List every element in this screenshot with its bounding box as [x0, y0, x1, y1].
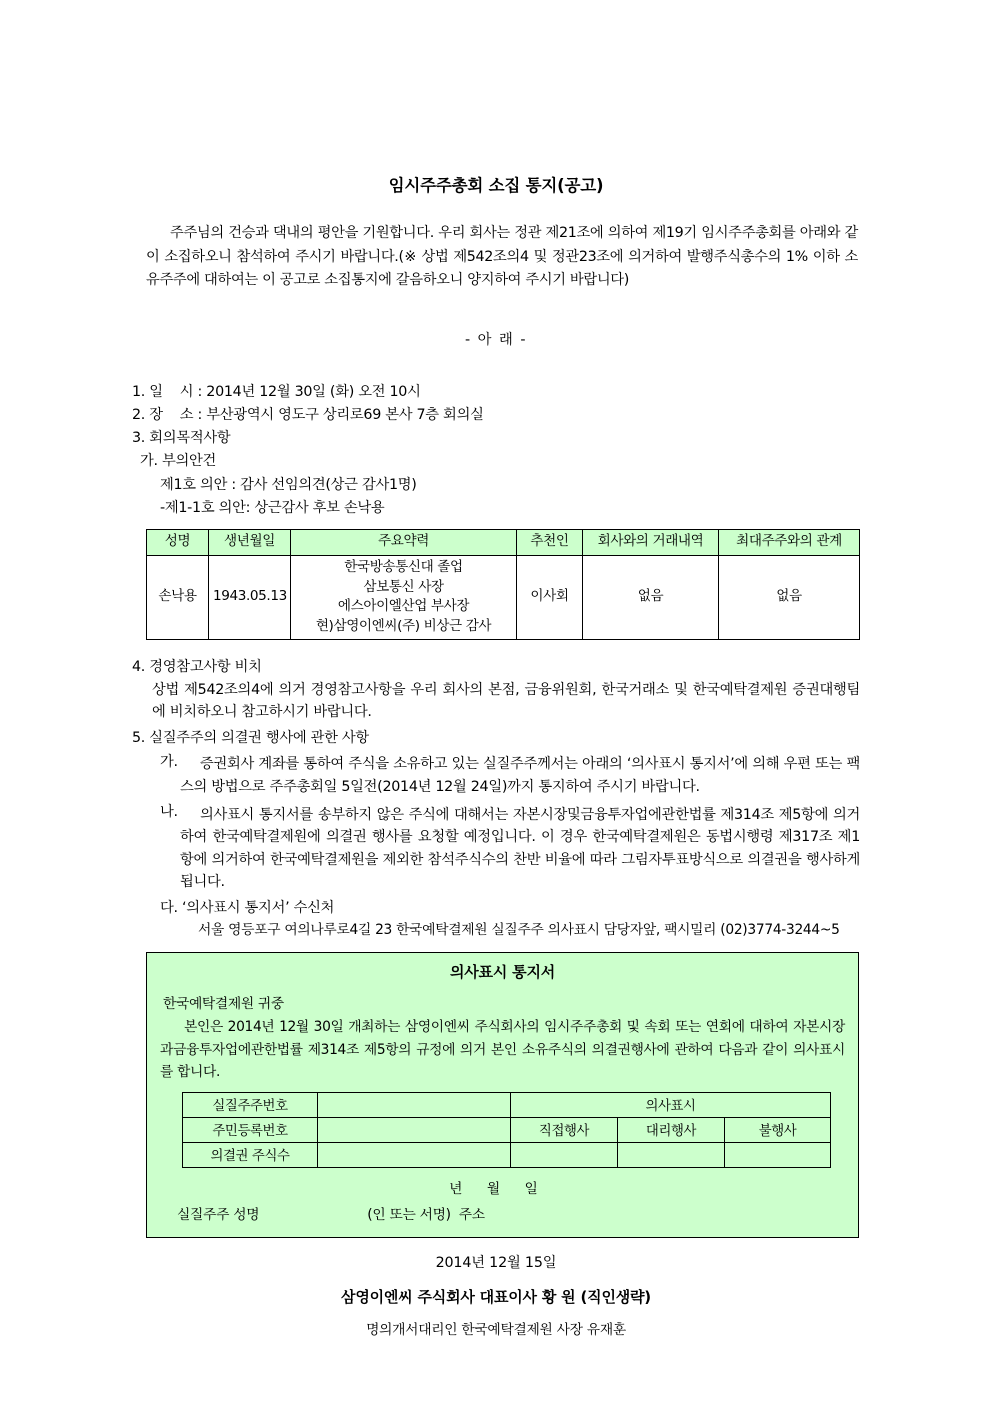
cell-candidate-birthdate: 1943.05.13 [209, 555, 291, 639]
item-voting-c-label: 다. [160, 899, 178, 916]
career-line: 현)삼영이엔씨(주) 비상근 감사 [315, 617, 492, 634]
item-reference-body: 상법 제542조의4에 의거 경영참고사항을 우리 회사의 본점, 금융위원회, 한국거래소 및 한국예탁결제원 증권대행팀에 비치하오니 참고하시기 바랍니다. [152, 681, 860, 721]
intro-paragraph: 주주님의 건승과 댁내의 평안을 기원합니다. 우리 회사는 정관 제21조에 의하여 제19기 임시주주총회를 아래와 같이 소집하오니 참석하여 주시기 바랍니다.(※ 상법 제542조의4 및 정관23조에 의거하여 발행주식총수의 1% 이하 소유주주에 대하여는 이 공고로 소집통지에 갈음하오니 양지하여 주시기 바랍니다) [146, 225, 858, 288]
input-share-count[interactable] [318, 1142, 511, 1167]
proxy-form-title: 의사표시 통지서 [449, 963, 556, 982]
cell-candidate-name: 손낙용 [147, 555, 209, 639]
col-header-recommender: 추천인 [517, 529, 583, 555]
item-place: 2. 장 소 : 부산광역시 영도구 상리로69 본사 7층 회의실 [132, 407, 484, 424]
document-footer [132, 1252, 860, 1338]
proxy-form-addressee: 한국예탁결제원 귀중 [163, 996, 284, 1013]
career-line: 한국방송통신대 졸업 [344, 558, 463, 575]
cell-transactions: 없음 [583, 555, 719, 639]
label-address: 주소 [458, 1206, 485, 1223]
item-voting-c [132, 897, 860, 919]
proxy-form-body: 본인은 2014년 12월 30일 개최하는 삼영이엔씨 주식회사의 임시주주총회 및 속회 또는 연회에 대하여 자본시장과금융투자업에관한법률 제314조 제5항의 규정에 의거 본인 소유주식의 의결권행사에 관하여 다음과 같이 의사표시를 합니다. [160, 1019, 845, 1080]
footer-date: 2014년 12월 15일 [435, 1254, 557, 1271]
proxy-row-resident-number [183, 1117, 831, 1142]
label-shareholder-name: 실질주주 성명 [177, 1206, 260, 1223]
proxy-row-share-count [183, 1142, 831, 1167]
item-date: 1. 일 시 : 2014년 12월 30일 (화) 오전 10시 [132, 383, 421, 400]
item-voting-b [132, 801, 860, 893]
label-seal-or-signature: (인 또는 서명) [367, 1206, 451, 1223]
page-title: 임시주주총회 소집 통지(공고) [388, 176, 604, 195]
option-direct-exercise: 직접행사 [511, 1117, 618, 1142]
footer-company-signature: 삼영이엔씨 주식회사 대표이사 황 원 (직인생략) [341, 1287, 651, 1306]
proxy-form-table [182, 1092, 831, 1168]
item-agenda-proposal-1-1: -제1-1호 의안: 상근감사 후보 손낙용 [160, 499, 385, 516]
option-proxy-exercise: 대리행사 [618, 1117, 725, 1142]
item-agenda-proposal-1: 제1호 의안 : 감사 선임의견(상근 감사1명) [160, 476, 417, 493]
item-agenda-sub-a: 가. 부의안건 [140, 453, 217, 470]
label-resident-number: 주민등록번호 [183, 1117, 318, 1142]
checkbox-proxy-exercise[interactable] [618, 1142, 725, 1167]
numbered-items [132, 381, 860, 942]
item-voting-c-address: 서울 영등포구 여의나루로4길 23 한국예탁결제원 실질주주 의사표시 담당자앞, 팩시밀리 (02)3774-3244~5 [198, 922, 840, 939]
career-line: 에스아이엘산업 부사장 [337, 598, 470, 615]
label-shareholder-number: 실질주주번호 [183, 1092, 318, 1117]
col-header-birthdate: 생년월일 [209, 529, 291, 555]
item-voting-b-text: 의사표시 통지서를 송부하지 않은 주식에 대해서는 자본시장및금융투자업에관한법률 제314조 제5항에 의거하여 한국예탁결제원에 의결권 행사를 요청할 예정입니다. 이 경우 한국예탁결제원은 동법시행령 제317조 제1항에 의거하여 한국예탁결제원을 제외한 참석주식수의 찬반 비율에 따라 그림자투표방식으로 의결권을 행사하게 됩니다. [180, 806, 860, 891]
proxy-row-shareholder-number [183, 1092, 831, 1117]
col-header-name: 성명 [147, 529, 209, 555]
item-voting-a-label: 가. [160, 754, 178, 771]
arae-divider-label: - 아 래 - [464, 331, 528, 348]
table-header-row [147, 529, 860, 555]
col-header-relation: 최대주주와의 관계 [719, 529, 860, 555]
footer-transfer-agent: 명의개서대리인 한국예탁결제원 사장 유재훈 [366, 1321, 626, 1338]
item-voting-b-label: 나. [160, 804, 178, 821]
table-row [147, 555, 860, 639]
col-header-transactions: 회사와의 거래내역 [583, 529, 719, 555]
item-voting-a [132, 751, 860, 798]
input-shareholder-number[interactable] [318, 1092, 511, 1117]
item-voting-c-text: ‘의사표시 통지서’ 수신처 [182, 899, 335, 916]
label-share-count: 의결권 주식수 [183, 1142, 318, 1167]
proxy-form-box [146, 952, 859, 1237]
proxy-date-blanks: 년 월 일 [449, 1180, 548, 1197]
career-line: 삼보통신 사장 [363, 578, 444, 595]
header-intent: 의사표시 [511, 1092, 831, 1117]
input-resident-number[interactable] [318, 1117, 511, 1142]
cell-relation: 없음 [719, 555, 860, 639]
col-header-career: 주요약력 [291, 529, 517, 555]
cell-recommender: 이사회 [517, 555, 583, 639]
cell-candidate-career [291, 555, 517, 639]
candidate-table [146, 529, 860, 640]
checkbox-no-exercise[interactable] [725, 1142, 831, 1167]
item-voting-a-text: 증권회사 계좌를 통하여 주식을 소유하고 있는 실질주주께서는 아래의 ‘의사표시 통지서’에 의해 우편 또는 팩스의 방법으로 주주총회일 5일전(2014년 12월 24일)까지 통지하여 주시기 바랍니다. [180, 756, 860, 795]
option-no-exercise: 불행사 [725, 1117, 831, 1142]
item-reference-heading: 4. 경영참고사항 비치 [132, 658, 262, 675]
item-agenda-heading: 3. 회의목적사항 [132, 430, 231, 447]
checkbox-direct-exercise[interactable] [511, 1142, 618, 1167]
item-voting-heading: 5. 실질주주의 의결권 행사에 관한 사항 [132, 729, 369, 746]
proxy-signature-line [177, 1203, 846, 1223]
